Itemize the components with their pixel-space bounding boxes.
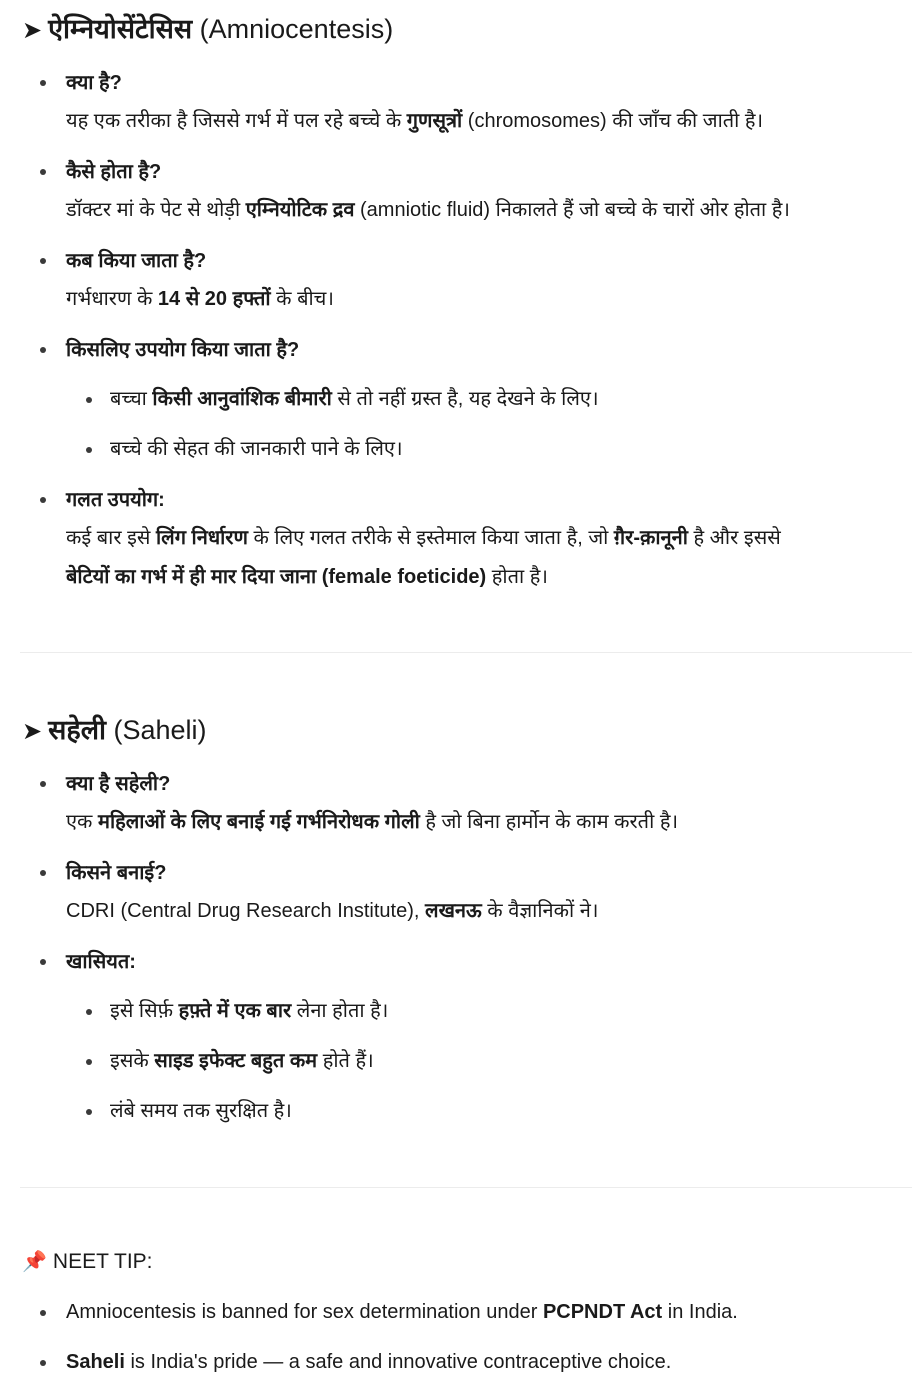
question-label: खासियत: bbox=[66, 951, 136, 973]
question-label: गलत उपयोग: bbox=[66, 489, 165, 511]
sub-item: लंबे समय तक सुरक्षित है। bbox=[110, 1100, 292, 1122]
bullet-icon bbox=[40, 347, 46, 353]
question-label: किसलिए उपयोग किया जाता है? bbox=[66, 339, 300, 361]
heading-english: (Amniocentesis) bbox=[192, 14, 394, 44]
tip-item: Saheli is India's pride — a safe and innovative contraceptive choice. bbox=[66, 1351, 672, 1373]
answer-text: कई बार इसे लिंग निर्धारण के लिए गलत तरीके से इस्तेमाल किया जाता है, जो ग़ैर-क़ानूनी है और इससे bbox=[66, 527, 781, 549]
answer-text: CDRI (Central Drug Research Institute), लखनऊ के वैज्ञानिकों ने। bbox=[66, 900, 599, 922]
divider bbox=[20, 1187, 912, 1188]
bullet-icon bbox=[40, 258, 46, 264]
sub-item: इसके साइड इफेक्ट बहुत कम होते हैं। bbox=[110, 1050, 374, 1072]
sub-bullet-icon bbox=[86, 1109, 92, 1115]
sub-bullet-icon bbox=[86, 397, 92, 403]
sub-item: बच्चे की सेहत की जानकारी पाने के लिए। bbox=[110, 438, 403, 460]
neet-tip-heading: 📌 NEET TIP: bbox=[22, 1250, 153, 1273]
saheli-heading bbox=[22, 714, 207, 748]
sub-item: बच्चा किसी आनुवांशिक बीमारी से तो नहीं ग्रस्त है, यह देखने के लिए। bbox=[110, 388, 599, 410]
divider bbox=[20, 652, 912, 653]
bullet-icon bbox=[40, 169, 46, 175]
question-label: क्या है? bbox=[66, 72, 122, 94]
question-label: कैसे होता है? bbox=[66, 161, 162, 183]
bullet-icon bbox=[40, 80, 46, 86]
question-label: क्या है सहेली? bbox=[66, 773, 171, 795]
bullet-icon bbox=[40, 1310, 46, 1316]
bullet-icon bbox=[40, 870, 46, 876]
heading-english: (Saheli) bbox=[106, 715, 207, 745]
arrow-icon: ➤ bbox=[22, 17, 43, 44]
bullet-icon bbox=[40, 781, 46, 787]
arrow-icon: ➤ bbox=[22, 718, 43, 745]
answer-text: गर्भधारण के 14 से 20 हफ्तों के बीच। bbox=[66, 288, 334, 310]
answer-text: बेटियों का गर्भ में ही मार दिया जाना (female foeticide) होता है। bbox=[66, 566, 548, 588]
tip-item: Amniocentesis is banned for sex determination under PCPNDT Act in India. bbox=[66, 1301, 738, 1323]
bullet-icon bbox=[40, 1360, 46, 1366]
bullet-icon bbox=[40, 497, 46, 503]
answer-text: यह एक तरीका है जिससे गर्भ में पल रहे बच्चे के गुणसूत्रों (chromosomes) की जाँच की जाती है। bbox=[66, 110, 764, 132]
question-label: किसने बनाई? bbox=[66, 862, 167, 884]
heading-hindi: ऐम्नियोसेंटेसिस bbox=[48, 14, 193, 44]
sub-bullet-icon bbox=[86, 447, 92, 453]
amniocentesis-heading bbox=[22, 13, 393, 47]
answer-text: डॉक्टर मां के पेट से थोड़ी एम्नियोटिक द्रव (amniotic fluid) निकालते हैं जो बच्चे के चारों ओर होता है। bbox=[66, 199, 790, 221]
heading-hindi: सहेली bbox=[48, 715, 106, 745]
tip-label: NEET TIP bbox=[52, 1250, 147, 1273]
sub-bullet-icon bbox=[86, 1009, 92, 1015]
sub-bullet-icon bbox=[86, 1059, 92, 1065]
sub-item: इसे सिर्फ़ हफ़्ते में एक बार लेना होता है। bbox=[110, 1000, 389, 1022]
bullet-icon bbox=[40, 959, 46, 965]
pushpin-icon: 📌 bbox=[22, 1251, 47, 1273]
answer-text: एक महिलाओं के लिए बनाई गई गर्भनिरोधक गोली है जो बिना हार्मोन के काम करती है। bbox=[66, 811, 679, 833]
question-label: कब किया जाता है? bbox=[66, 250, 207, 272]
